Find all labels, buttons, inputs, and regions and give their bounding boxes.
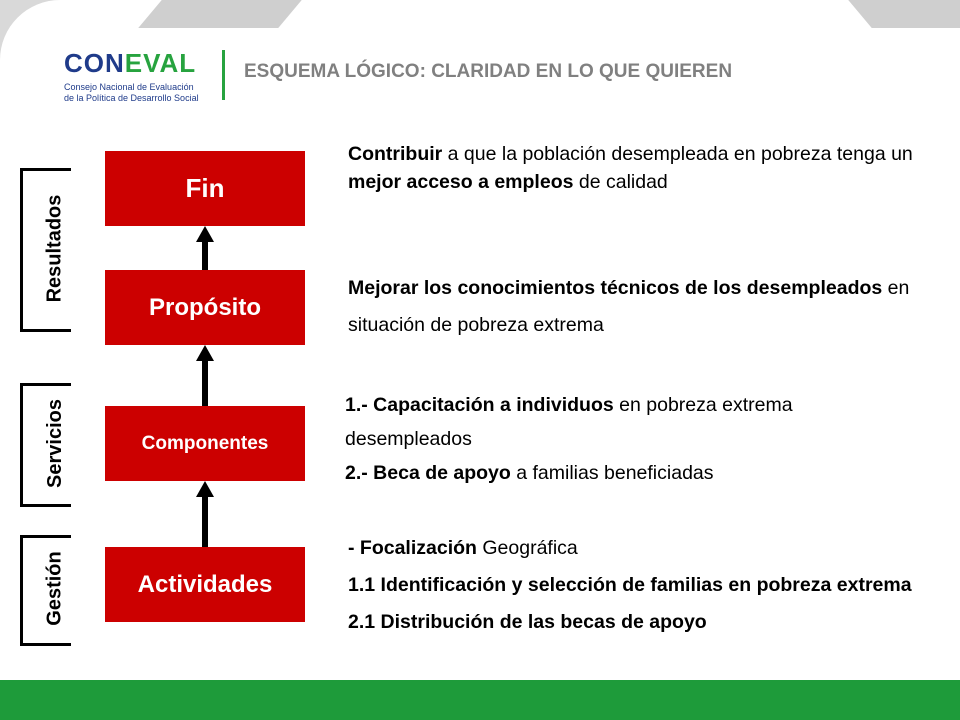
proposito-description-bold: Mejorar los conocimientos técnicos de los desempleados [348, 277, 883, 299]
fin-description-bold-2: mejor acceso a empleos [348, 171, 574, 193]
actividades-description [348, 530, 928, 641]
proposito-description-text: en situación de pobreza extrema [348, 277, 910, 336]
componentes-item-1-text: en pobreza extrema desempleados [345, 394, 793, 450]
footer-green-bar [0, 680, 960, 720]
logo-subtitle-line2: de la Política de Desarrollo Social [64, 93, 199, 103]
componentes-item-2 [345, 456, 905, 490]
level-box-componentes: Componentes [105, 406, 305, 481]
actividades-item-2 [348, 567, 928, 604]
componentes-description [345, 388, 905, 490]
componentes-item-2-text: a familias beneficiadas [510, 462, 714, 484]
arrow-up-icon [196, 226, 214, 270]
arrow-up-icon [196, 481, 214, 547]
level-box-actividades: Actividades [105, 547, 305, 622]
proposito-description [348, 270, 943, 344]
group-label-servicios [40, 383, 70, 503]
group-label-servicios-text: Servicios [43, 398, 66, 488]
arrow-up-icon [196, 345, 214, 406]
logo-subtitle [64, 82, 224, 104]
logo-subtitle-line1: Consejo Nacional de Evaluación [64, 82, 194, 92]
actividades-item-1 [348, 530, 928, 567]
componentes-item-1-bold: 1.- Capacitación a individuos [345, 394, 614, 416]
group-label-resultados-text: Resultados [43, 194, 66, 302]
actividades-item-1-bold: - Focalización [348, 537, 477, 559]
coneval-logo [64, 48, 214, 108]
corner-decoration-left [138, 0, 301, 28]
fin-description [348, 140, 928, 196]
actividades-item-1-text: Geográfica [476, 537, 578, 559]
fin-description-text-2: de calidad [573, 171, 668, 193]
slide-title: ESQUEMA LÓGICO: CLARIDAD EN LO QUE QUIEREN [244, 61, 733, 82]
actividades-item-2-bold: 1.1 Identificación y selección de familias en pobreza extrema [348, 574, 912, 596]
logo-wordmark-part1: CON [64, 48, 125, 78]
componentes-item-1 [345, 388, 905, 456]
actividades-item-3 [348, 604, 928, 641]
level-box-fin: Fin [105, 151, 305, 226]
actividades-item-3-bold: 2.1 Distribución de las becas de apoyo [348, 611, 707, 633]
componentes-item-2-bold: 2.- Beca de apoyo [345, 462, 511, 484]
title-divider [222, 50, 225, 100]
group-label-gestion [40, 535, 70, 642]
group-label-gestion-text: Gestión [43, 551, 66, 626]
fin-description-bold-1: Contribuir [348, 143, 443, 165]
logo-wordmark [64, 48, 196, 79]
fin-description-text-1: a que la población desempleada en pobreza tenga un [442, 143, 913, 165]
level-box-proposito: Propósito [105, 270, 305, 345]
logo-wordmark-part2: EVAL [124, 48, 197, 78]
group-label-resultados [40, 168, 70, 328]
